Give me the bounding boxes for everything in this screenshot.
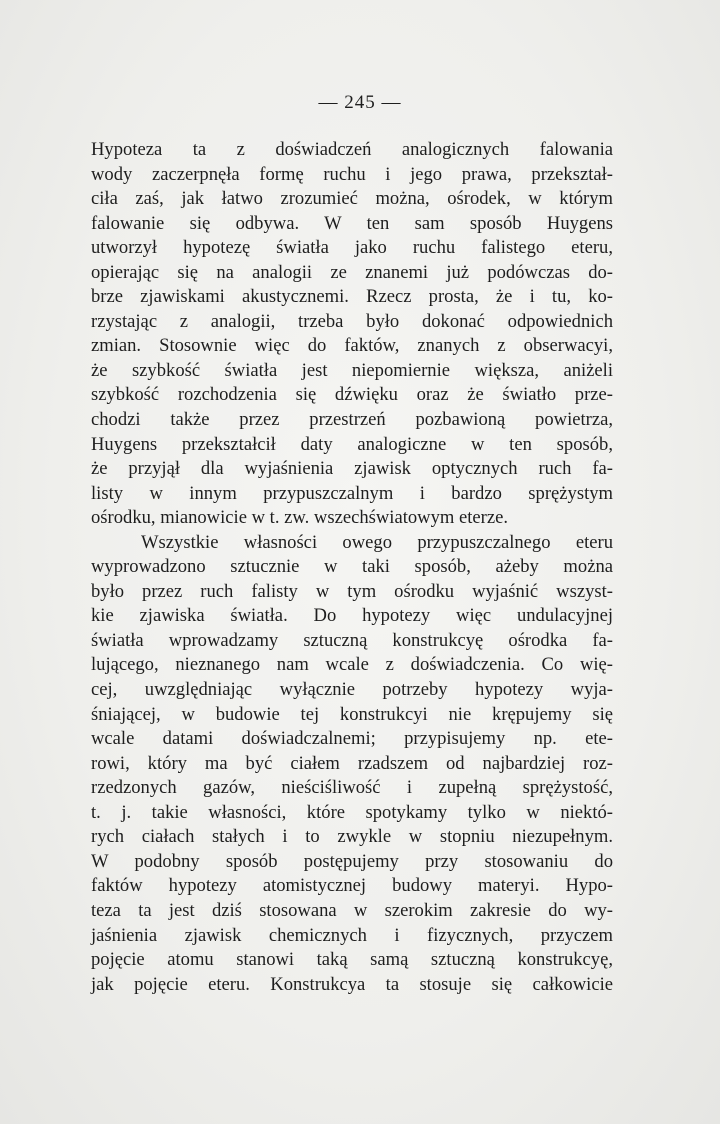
paragraph-first-line: Wszystkie własności owego przypuszczalnego eteru	[141, 531, 613, 553]
text-line: jaśnienia zjawisk chemicznych i fizycznych, przyczem	[91, 924, 613, 946]
text-line: lującego, nieznanego nam wcale z doświadczenia. Co wię-	[91, 654, 613, 676]
text-line: rzystając z analogii, trzeba było dokonać odpowiednich	[91, 310, 613, 332]
text-line: teza ta jest dziś stosowana w szerokim zakresie do wy-	[91, 899, 613, 921]
text-line: cej, uwzględniając wyłącznie potrzeby hypotezy wyja-	[91, 679, 613, 701]
text-line: ciła zaś, jak łatwo zrozumieć można, ośrodek, w którym	[91, 188, 613, 210]
text-line: jak pojęcie eteru. Konstrukcya ta stosuje się całkowicie	[91, 973, 613, 995]
text-line: zmian. Stosownie więc do faktów, znanych z obserwacyi,	[91, 335, 613, 357]
text-line: śniającej, w budowie tej konstrukcyi nie krępujemy się	[91, 703, 613, 725]
text-line: Hypoteza ta z doświadczeń analogicznych falowania	[91, 139, 613, 160]
text-line: listy w innym przypuszczalnym i bardzo sprężystym	[91, 482, 613, 504]
body-text	[91, 138, 613, 997]
text-line: wcale datami doświadczalnemi; przypisujemy np. ete-	[91, 728, 613, 750]
text-line: kie zjawiska światła. Do hypotezy więc undulacyjnej	[91, 605, 613, 627]
page-number: — 245 —	[318, 92, 402, 113]
text-line: wyprowadzono sztucznie w taki sposób, ażeby można	[91, 556, 613, 578]
text-line: było przez ruch falisty w tym ośrodku wyjaśnić wszyst-	[91, 580, 613, 602]
text-line: utworzył hypotezę światła jako ruchu falistego eteru,	[91, 237, 613, 259]
text-line: faktów hypotezy atomistycznej budowy materyi. Hypo-	[91, 875, 613, 897]
text-line: W podobny sposób postępujemy przy stosowaniu do	[91, 850, 613, 872]
text-line: brze zjawiskami akustycznemi. Rzecz prosta, że i tu, ko-	[91, 286, 613, 308]
text-line: chodzi także przez przestrzeń pozbawioną powietrza,	[91, 409, 613, 431]
text-line: t. j. takie własności, które spotykamy tylko w niektó-	[91, 801, 613, 823]
text-line: szybkość rozchodzenia się dźwięku oraz że światło prze-	[91, 384, 613, 406]
text-line: rzedzonych gazów, nieściśliwość i zupełną sprężystość,	[91, 777, 613, 799]
text-line: że przyjął dla wyjaśnienia zjawisk optycznych ruch fa-	[91, 458, 613, 480]
text-line: że szybkość światła jest niepomiernie większa, aniżeli	[91, 359, 613, 381]
text-line: opierając się na analogii ze znanemi już podówczas do-	[91, 261, 613, 283]
text-line: falowanie się odbywa. W ten sam sposób Huygens	[91, 212, 613, 234]
text-line: rych ciałach stałych i to zwykle w stopniu niezupełnym.	[91, 826, 613, 848]
text-line: rowi, który ma być ciałem rzadszem od najbardziej roz-	[91, 752, 613, 774]
text-line: pojęcie atomu stanowi taką samą sztuczną konstrukcyę,	[91, 949, 613, 971]
text-line: wody zaczerpnęła formę ruchu i jego prawa, przekształ-	[91, 163, 613, 185]
text-line: Huygens przekształcił daty analogiczne w ten sposób,	[91, 433, 613, 455]
text-line: światła wprowadzamy sztuczną konstrukcyę ośrodka fa-	[91, 629, 613, 651]
text-line: ośrodku, mianowicie w t. zw. wszechświatowym eterze.	[91, 507, 509, 529]
